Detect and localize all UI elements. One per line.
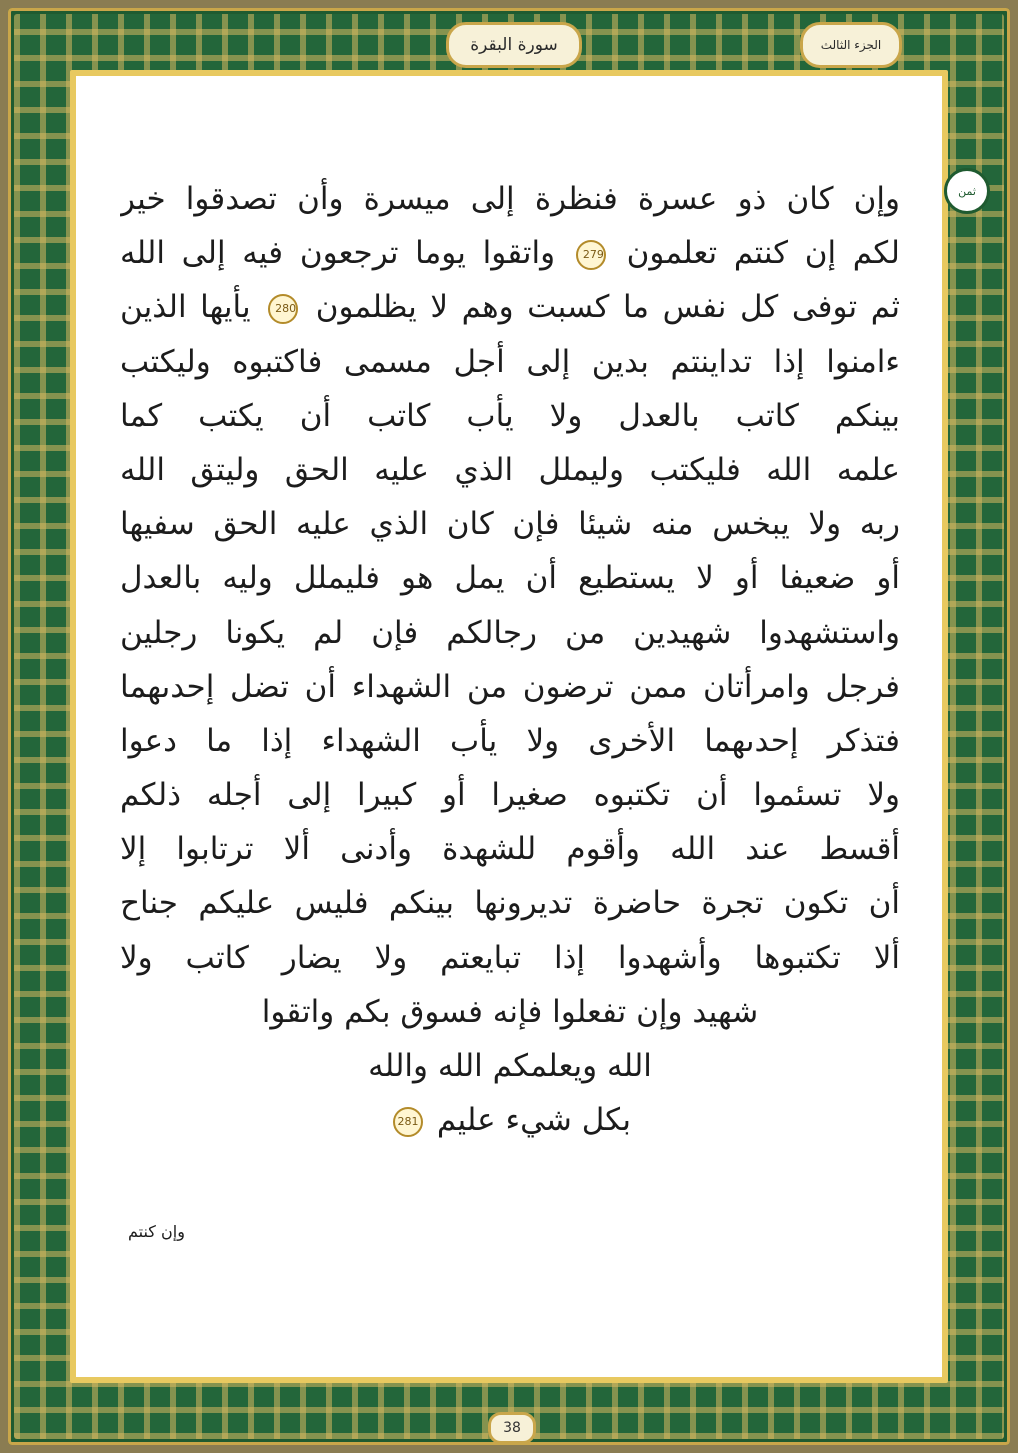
text-line-13: أقسط عند الله وأقوم للشهدة وأدنى ألا ترتابوا إلا <box>120 831 900 868</box>
surah-title: سورة البقرة <box>446 22 582 68</box>
ayah-number-281: 281 <box>393 1107 423 1137</box>
text-segment: يأيها الذين <box>120 289 251 326</box>
ayah-number-280: 280 <box>268 294 298 324</box>
text-line-18 <box>120 1093 900 1147</box>
text-line-17: الله ويعلمكم الله والله <box>368 1048 652 1084</box>
text-line-5: بينكم كاتب بالعدل ولا يأب كاتب أن يكتب كما <box>120 397 900 434</box>
text-line-1: وإن كان ذو عسرة فنظرة إلى ميسرة وأن تصدقوا خير <box>120 181 900 217</box>
text-segment: واتقوا يوما ترجعون فيه إلى الله <box>120 235 556 272</box>
text-line-12: ولا تسئموا أن تكتبوه صغيرا أو كبيرا إلى أجله ذلكم <box>120 777 900 814</box>
quran-text-block <box>120 172 900 1147</box>
text-line-7: ربه ولا يبخس منه شيئا فإن كان الذي عليه الحق سفيها <box>120 506 900 543</box>
juz-label: الجزء الثالث <box>800 22 902 68</box>
text-line-8: أو ضعيفا أو لا يستطيع أن يمل هو فليملل وليه بالعدل <box>120 560 900 597</box>
text-line-16: شهيد وإن تفعلوا فإنه فسوق بكم واتقوا <box>261 993 759 1030</box>
catchword: وإن كنتم <box>128 1222 185 1241</box>
text-segment: بكل شيء عليم <box>436 1102 631 1139</box>
text-line-10: فرجل وامرأتان ممن ترضون من الشهداء أن تضل إحدىهما <box>120 668 900 705</box>
text-line-11: فتذكر إحدىهما الأخرى ولا يأب الشهداء إذا ما دعوا <box>120 722 900 759</box>
hizb-quarter-marker: ثمن <box>944 168 990 214</box>
text-segment: ثم توفى كل نفس ما كسبت وهم لا يظلمون <box>315 289 900 326</box>
text-line-2 <box>120 226 900 280</box>
ayah-number-279: 279 <box>576 240 606 270</box>
text-line-9: واستشهدوا شهيدين من رجالكم فإن لم يكونا رجلين <box>120 614 900 651</box>
text-segment: لكم إن كنتم تعلمون <box>626 235 900 272</box>
text-line-6: علمه الله فليكتب وليملل الذي عليه الحق وليتق الله <box>120 451 900 488</box>
text-line-15: ألا تكتبوها وأشهدوا إذا تبايعتم ولا يضار كاتب ولا <box>120 939 900 976</box>
text-line-3 <box>120 280 900 334</box>
text-line-14: أن تكون تجرة حاضرة تديرونها بينكم فليس عليكم جناح <box>120 885 900 922</box>
text-line-4: ءامنوا إذا تداينتم بدين إلى أجل مسمى فاكتبوه وليكتب <box>120 343 900 380</box>
page-number: 38 <box>488 1412 536 1444</box>
